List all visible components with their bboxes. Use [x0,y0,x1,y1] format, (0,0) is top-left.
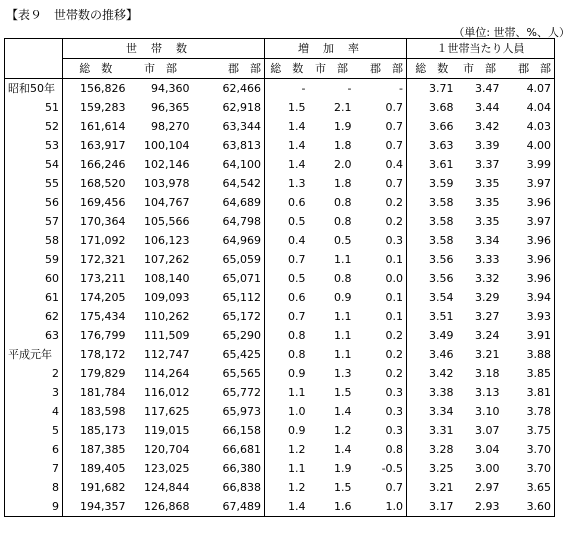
value-cell: 114,264 [144,367,190,380]
value-cell: 2.0 [334,158,352,171]
table-row [5,269,555,288]
year-cell: 62 [5,307,63,326]
value-cell: 3.66 [407,117,457,136]
value-cell: 65,059 [222,253,262,266]
unit-note: （単位: 世帯、%、人） [453,26,570,39]
value-cell: 3.34 [407,402,457,421]
value-cell: 0.0 [385,272,404,285]
value-cell: 3.93 [503,307,555,326]
value-cell: 194,357 [63,497,129,517]
value-cell: 0.8 [265,345,309,364]
value-cell: 65,772 [222,386,262,399]
value-cell: 3.56 [407,250,457,269]
value-cell: 163,917 [63,136,129,155]
value-cell: 3.04 [475,443,500,456]
value-cell: 3.63 [407,136,457,155]
value-cell: 3.17 [407,497,457,517]
value-cell: 3.46 [407,345,457,364]
value-cell: 96,365 [151,101,190,114]
value-cell: 3.35 [475,196,500,209]
value-cell: 3.47 [475,82,500,95]
value-cell: 123,025 [144,462,190,475]
value-cell: 0.1 [385,253,404,266]
value-cell: 63,344 [222,120,262,133]
value-cell: 170,364 [63,212,129,231]
subheader: 郡 部 [503,59,555,79]
subheader: 市 部 [457,59,503,79]
value-cell: 94,360 [151,82,190,95]
value-cell: 1.8 [334,177,352,190]
value-cell: -0.5 [381,462,404,475]
table-row [5,250,555,269]
value-cell: 0.4 [385,158,404,171]
value-cell: 1.5 [334,481,352,494]
year-cell: 53 [5,136,63,155]
value-cell: 181,784 [63,383,129,402]
value-cell: 65,425 [222,348,262,361]
table-title: 【表９ 世帯数の推移】 [6,8,139,22]
value-cell: 104,767 [144,196,190,209]
value-cell: 1.8 [334,139,352,152]
table-row [5,79,555,99]
value-cell: 64,969 [222,234,262,247]
value-cell: 3.24 [475,329,500,342]
value-cell: 0.7 [265,307,309,326]
value-cell: 1.2 [265,440,309,459]
value-cell: 3.58 [407,231,457,250]
year-cell: 7 [5,459,63,478]
value-cell: 3.42 [475,120,500,133]
year-cell: 55 [5,174,63,193]
value-cell: 168,520 [63,174,129,193]
year-cell: 6 [5,440,63,459]
value-cell: 3.21 [475,348,500,361]
value-cell: 124,844 [144,481,190,494]
value-cell: 102,146 [144,158,190,171]
value-cell: 116,012 [144,386,190,399]
value-cell: 174,205 [63,288,129,307]
value-cell: 178,172 [63,345,129,364]
value-cell: 66,838 [222,481,262,494]
value-cell: 0.2 [385,367,404,380]
value-cell: 3.96 [503,193,555,212]
year-cell: 昭和50年 [5,79,63,99]
year-cell: 8 [5,478,63,497]
value-cell: 0.6 [265,288,309,307]
value-cell: 172,321 [63,250,129,269]
value-cell: 3.70 [503,459,555,478]
value-cell: 3.81 [503,383,555,402]
value-cell: 0.7 [385,177,404,190]
value-cell: 117,625 [144,405,190,418]
value-cell: 1.1 [334,348,352,361]
value-cell: 3.54 [407,288,457,307]
value-cell: 120,704 [144,443,190,456]
value-cell: 3.27 [475,310,500,323]
value-cell: 175,434 [63,307,129,326]
value-cell: 3.10 [475,405,500,418]
value-cell: 3.34 [475,234,500,247]
value-cell: 0.7 [385,101,404,114]
year-cell: 56 [5,193,63,212]
value-cell: 4.07 [503,79,555,99]
value-cell: 3.71 [407,79,457,99]
value-cell: 1.4 [265,497,309,517]
value-cell: 169,456 [63,193,129,212]
value-cell: 1.5 [265,98,309,117]
value-cell: 189,405 [63,459,129,478]
value-cell: 0.1 [385,291,404,304]
value-cell: 1.0 [265,402,309,421]
value-cell: 4.03 [503,117,555,136]
value-cell: 2.93 [457,497,503,517]
value-cell: 63,813 [222,139,262,152]
subheader: 市 部 [129,59,193,79]
value-cell: 64,100 [222,158,262,171]
value-cell: 1.2 [265,478,309,497]
year-cell: 60 [5,269,63,288]
value-cell: 66,681 [222,443,262,456]
value-cell: 3.61 [407,155,457,174]
value-cell: 179,829 [63,364,129,383]
value-cell: 171,092 [63,231,129,250]
value-cell: 3.97 [503,212,555,231]
value-cell: 3.68 [407,98,457,117]
year-cell: 52 [5,117,63,136]
value-cell: 1.4 [265,136,309,155]
value-cell: 3.49 [407,326,457,345]
value-cell: 105,566 [144,215,190,228]
subheader: 総 数 [63,59,129,79]
value-cell: 0.2 [385,329,404,342]
value-cell: 65,973 [222,405,262,418]
value-cell: 0.7 [385,481,404,494]
value-cell: 3.21 [407,478,457,497]
value-cell: 66,380 [222,462,262,475]
value-cell: 176,799 [63,326,129,345]
year-cell: 58 [5,231,63,250]
value-cell: 3.37 [475,158,500,171]
value-cell: 1.5 [334,386,352,399]
value-cell: 187,385 [63,440,129,459]
value-cell: 0.3 [385,424,404,437]
group-header-increase-rate: 増加率 [265,39,407,59]
value-cell: 108,140 [144,272,190,285]
value-cell: 191,682 [63,478,129,497]
value-cell: 3.58 [407,212,457,231]
value-cell: 112,747 [144,348,190,361]
year-cell: 9 [5,497,63,517]
year-cell: 61 [5,288,63,307]
year-cell: 54 [5,155,63,174]
value-cell: 0.8 [334,272,352,285]
value-cell: 3.75 [503,421,555,440]
corner-cell-lower [5,59,63,79]
value-cell: 1.4 [265,155,309,174]
value-cell: 1.4 [334,443,352,456]
value-cell: 0.9 [265,364,309,383]
value-cell: 106,123 [144,234,190,247]
corner-cell [5,39,63,59]
year-cell: 3 [5,383,63,402]
value-cell: 62,918 [222,101,262,114]
value-cell: 65,071 [222,272,262,285]
table-row [5,136,555,155]
value-cell: 0.3 [385,386,404,399]
value-cell: 3.94 [503,288,555,307]
subheader: 郡 部 [193,59,265,79]
year-cell: 57 [5,212,63,231]
value-cell: 1.1 [334,329,352,342]
value-cell: 173,211 [63,269,129,288]
value-cell: 3.58 [407,193,457,212]
value-cell: 4.00 [503,136,555,155]
value-cell: 119,015 [144,424,190,437]
value-cell: 3.18 [475,367,500,380]
table-row [5,326,555,345]
header-row-groups [5,39,555,59]
header-row-subs [5,59,555,79]
value-cell: 0.3 [385,405,404,418]
value-cell: 0.6 [265,193,309,212]
table-row [5,364,555,383]
value-cell: - [399,82,404,95]
table-row [5,212,555,231]
value-cell: 185,173 [63,421,129,440]
value-cell: 3.33 [475,253,500,266]
value-cell: 1.1 [265,383,309,402]
value-cell: 0.9 [265,421,309,440]
value-cell: 0.8 [334,215,352,228]
value-cell: 3.00 [475,462,500,475]
value-cell: 3.32 [475,272,500,285]
table-row [5,307,555,326]
value-cell: 3.28 [407,440,457,459]
value-cell: 3.59 [407,174,457,193]
value-cell: 1.9 [334,120,352,133]
value-cell: 0.7 [385,120,404,133]
value-cell: 0.5 [265,212,309,231]
value-cell: 1.4 [334,405,352,418]
value-cell: 64,689 [222,196,262,209]
value-cell: 3.88 [503,345,555,364]
value-cell: 0.8 [265,326,309,345]
value-cell: 0.9 [334,291,352,304]
value-cell: 1.0 [355,497,407,517]
table-row [5,440,555,459]
households-table [4,38,555,517]
subheader: 市 部 [309,59,355,79]
value-cell: 2.1 [334,101,352,114]
value-cell: 0.8 [385,443,404,456]
value-cell: 3.96 [503,231,555,250]
value-cell: 65,565 [222,367,262,380]
value-cell: 103,978 [144,177,190,190]
value-cell: 100,104 [144,139,190,152]
value-cell: 3.99 [503,155,555,174]
year-cell: 63 [5,326,63,345]
year-cell: 5 [5,421,63,440]
value-cell: 110,262 [144,310,190,323]
value-cell: 3.70 [503,440,555,459]
table-row [5,193,555,212]
value-cell: 1.4 [265,117,309,136]
value-cell: 67,489 [193,497,265,517]
value-cell: 64,542 [222,177,262,190]
value-cell: 0.8 [334,196,352,209]
value-cell: - [265,79,309,99]
value-cell: 3.42 [407,364,457,383]
value-cell: 0.2 [385,348,404,361]
value-cell: 0.4 [265,231,309,250]
value-cell: 0.5 [265,269,309,288]
value-cell: 3.97 [503,174,555,193]
value-cell: 65,112 [222,291,262,304]
value-cell: 159,283 [63,98,129,117]
value-cell: 3.96 [503,250,555,269]
value-cell: 0.5 [334,234,352,247]
year-cell: 2 [5,364,63,383]
year-cell: 4 [5,402,63,421]
table-row [5,98,555,117]
table-row [5,421,555,440]
value-cell: 3.13 [475,386,500,399]
value-cell: 3.78 [503,402,555,421]
value-cell: 0.7 [385,139,404,152]
value-cell: 0.3 [385,234,404,247]
value-cell: 3.39 [475,139,500,152]
value-cell: 3.07 [475,424,500,437]
value-cell: 2.97 [475,481,500,494]
subheader: 郡 部 [355,59,407,79]
value-cell: 0.2 [385,196,404,209]
value-cell: 64,798 [222,215,262,228]
value-cell: 1.1 [265,459,309,478]
group-header-households: 世帯数 [63,39,265,59]
value-cell: 3.65 [503,478,555,497]
value-cell: 3.85 [503,364,555,383]
value-cell: 183,598 [63,402,129,421]
value-cell: 66,158 [222,424,262,437]
value-cell: 0.1 [385,310,404,323]
value-cell: 166,246 [63,155,129,174]
year-cell: 平成元年 [5,345,63,364]
value-cell: 3.38 [407,383,457,402]
value-cell: 161,614 [63,117,129,136]
subheader: 総 数 [265,59,309,79]
value-cell: 3.44 [475,101,500,114]
value-cell: 62,466 [222,82,262,95]
value-cell: 107,262 [144,253,190,266]
value-cell: 1.6 [309,497,355,517]
table-row [5,497,555,517]
table-row [5,345,555,364]
value-cell: 4.04 [503,98,555,117]
value-cell: 0.2 [385,215,404,228]
table-row [5,459,555,478]
value-cell: 65,290 [222,329,262,342]
value-cell: 3.35 [475,215,500,228]
value-cell: 3.56 [407,269,457,288]
value-cell: 1.1 [334,310,352,323]
value-cell: 126,868 [129,497,193,517]
value-cell: 0.7 [265,250,309,269]
value-cell: 1.2 [334,424,352,437]
value-cell: 111,509 [144,329,190,342]
value-cell: 1.9 [334,462,352,475]
group-header-persons-per-household: １世帯当たり人員 [407,39,555,59]
table-body [5,79,555,517]
value-cell: - [347,82,352,95]
value-cell: 1.3 [265,174,309,193]
value-cell: 156,826 [63,79,129,99]
value-cell: 98,270 [151,120,190,133]
value-cell: 3.25 [407,459,457,478]
value-cell: 3.96 [503,269,555,288]
value-cell: 3.91 [503,326,555,345]
value-cell: 3.60 [503,497,555,517]
table-row [5,117,555,136]
value-cell: 1.3 [334,367,352,380]
year-cell: 51 [5,98,63,117]
year-cell: 59 [5,250,63,269]
value-cell: 109,093 [144,291,190,304]
table-row [5,231,555,250]
subheader: 総 数 [407,59,457,79]
table-row [5,402,555,421]
table-row [5,383,555,402]
value-cell: 1.1 [334,253,352,266]
value-cell: 65,172 [222,310,262,323]
value-cell: 3.31 [407,421,457,440]
value-cell: 3.35 [475,177,500,190]
table-row [5,288,555,307]
table-row [5,155,555,174]
value-cell: 3.51 [407,307,457,326]
table-row [5,478,555,497]
value-cell: 3.29 [475,291,500,304]
table-row [5,174,555,193]
